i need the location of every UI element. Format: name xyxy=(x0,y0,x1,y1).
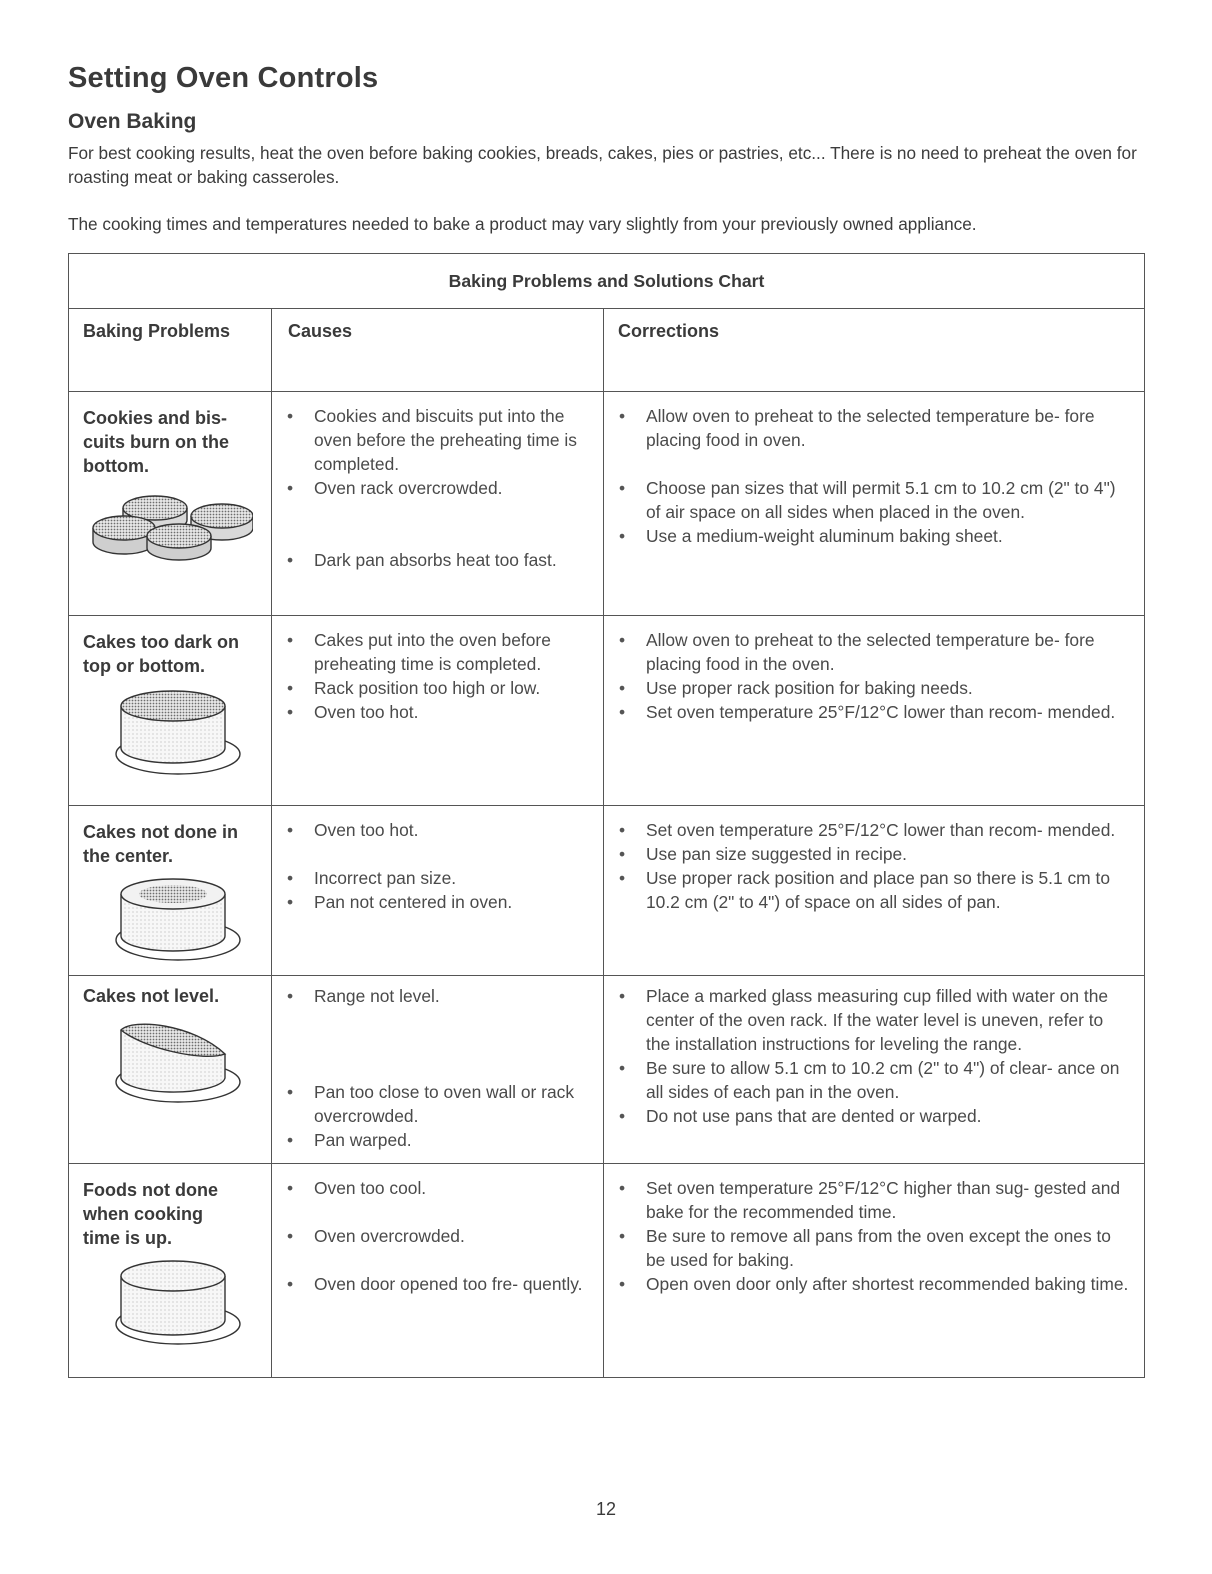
intro-paragraph-times: The cooking times and temperatures needed to bake a product may vary slightly from your previously owned appliance. xyxy=(68,214,977,234)
cause-item: • Oven rack overcrowded. xyxy=(286,476,593,500)
cause-item: • Oven too hot. xyxy=(286,700,593,724)
cause-item: • Pan not centered in oven. xyxy=(286,890,593,914)
intro-paragraph-preheat: For best cooking results, heat the oven before baking cookies, breads, cakes, pies or pastries, etc... There is no need to preheat the oven for roasting meat or baking casseroles. xyxy=(68,143,1137,187)
cause-item: • Pan warped. xyxy=(286,1128,593,1152)
correction-item: • Use pan size suggested in recipe. xyxy=(618,842,1130,866)
correction-item: • Be sure to remove all pans from the oven except the ones to be used for baking. xyxy=(618,1224,1130,1272)
table-row xyxy=(69,1164,1145,1378)
cause-item: • Cakes put into the oven before preheating time is completed. xyxy=(286,628,593,676)
cause-item: • Cookies and biscuits put into the oven before the preheating time is completed. xyxy=(286,404,593,476)
correction-item: • Do not use pans that are dented or warped. xyxy=(618,1104,1130,1128)
cause-item: • Pan too close to oven wall or rack overcrowded. xyxy=(286,1080,593,1128)
correction-item: • Choose pan sizes that will permit 5.1 cm to 10.2 cm (2" to 4") of air space on all sides when placed in the oven. xyxy=(618,476,1130,524)
correction-item: • Set oven temperature 25°F/12°C lower than recom- mended. xyxy=(618,818,1130,842)
page-number: 12 xyxy=(595,1499,617,1519)
dark-cake-icon xyxy=(83,684,253,784)
chart-title: Baking Problems and Solutions Chart xyxy=(69,254,1145,309)
page-title: Setting Oven Controls xyxy=(68,62,379,94)
problem-label: Foods not done when cooking time is up. xyxy=(83,1180,218,1248)
correction-item: • Use proper rack position for baking needs. xyxy=(618,676,1130,700)
correction-item: • Use proper rack position and place pan so there is 5.1 cm to 10.2 cm (2" to 4") of space on all sides of pan. xyxy=(618,866,1130,914)
sunken-cake-icon xyxy=(83,874,253,969)
correction-item: • Open oven door only after shortest recommended baking time. xyxy=(618,1272,1130,1296)
correction-item: • Set oven temperature 25°F/12°C lower than recom- mended. xyxy=(618,700,1130,724)
tilted-cake-icon xyxy=(83,1014,253,1109)
correction-item: • Use a medium-weight aluminum baking sheet. xyxy=(618,524,1130,548)
header-baking-problems: Baking Problems xyxy=(69,309,272,392)
table-row xyxy=(69,806,1145,976)
correction-item: • Allow oven to preheat to the selected temperature be- fore placing food in the oven. xyxy=(618,628,1130,676)
correction-item: • Set oven temperature 25°F/12°C higher than sug- gested and bake for the recommended time. xyxy=(618,1176,1130,1224)
plain-cake-icon xyxy=(83,1256,253,1351)
header-causes: Causes xyxy=(272,309,604,392)
cause-item: • Rack position too high or low. xyxy=(286,676,593,700)
section-heading: Oven Baking xyxy=(68,110,197,133)
cause-item: • Dark pan absorbs heat too fast. xyxy=(286,548,593,572)
table-row xyxy=(69,616,1145,806)
correction-item: • Allow oven to preheat to the selected temperature be- fore placing food in oven. xyxy=(618,404,1130,452)
problem-label: Cakes not level. xyxy=(83,986,220,1006)
cookies-icon xyxy=(83,486,253,566)
table-row xyxy=(69,392,1145,616)
baking-problems-chart xyxy=(68,253,1145,1378)
correction-item: • Be sure to allow 5.1 cm to 10.2 cm (2" to 4") of clear- ance on all sides of each pan in the oven. xyxy=(618,1056,1130,1104)
cause-item: • Oven overcrowded. xyxy=(286,1224,593,1248)
problem-label: Cakes not done in the center. xyxy=(83,822,239,866)
problem-label: Cakes too dark on top or bottom. xyxy=(83,632,240,676)
table-row xyxy=(69,976,1145,1164)
correction-item: • Place a marked glass measuring cup filled with water on the center of the oven rack. If the water level is uneven, refer to the installation instructions for leveling the range. xyxy=(618,984,1130,1056)
cause-item: • Oven too cool. xyxy=(286,1176,593,1200)
cause-item: • Incorrect pan size. xyxy=(286,866,593,890)
problem-label: Cookies and bis- cuits burn on the bottom. xyxy=(83,408,229,476)
cause-item: • Oven door opened too fre- quently. xyxy=(286,1272,593,1296)
header-corrections: Corrections xyxy=(604,309,1145,392)
cause-item: • Oven too hot. xyxy=(286,818,593,842)
cause-item: • Range not level. xyxy=(286,984,593,1008)
